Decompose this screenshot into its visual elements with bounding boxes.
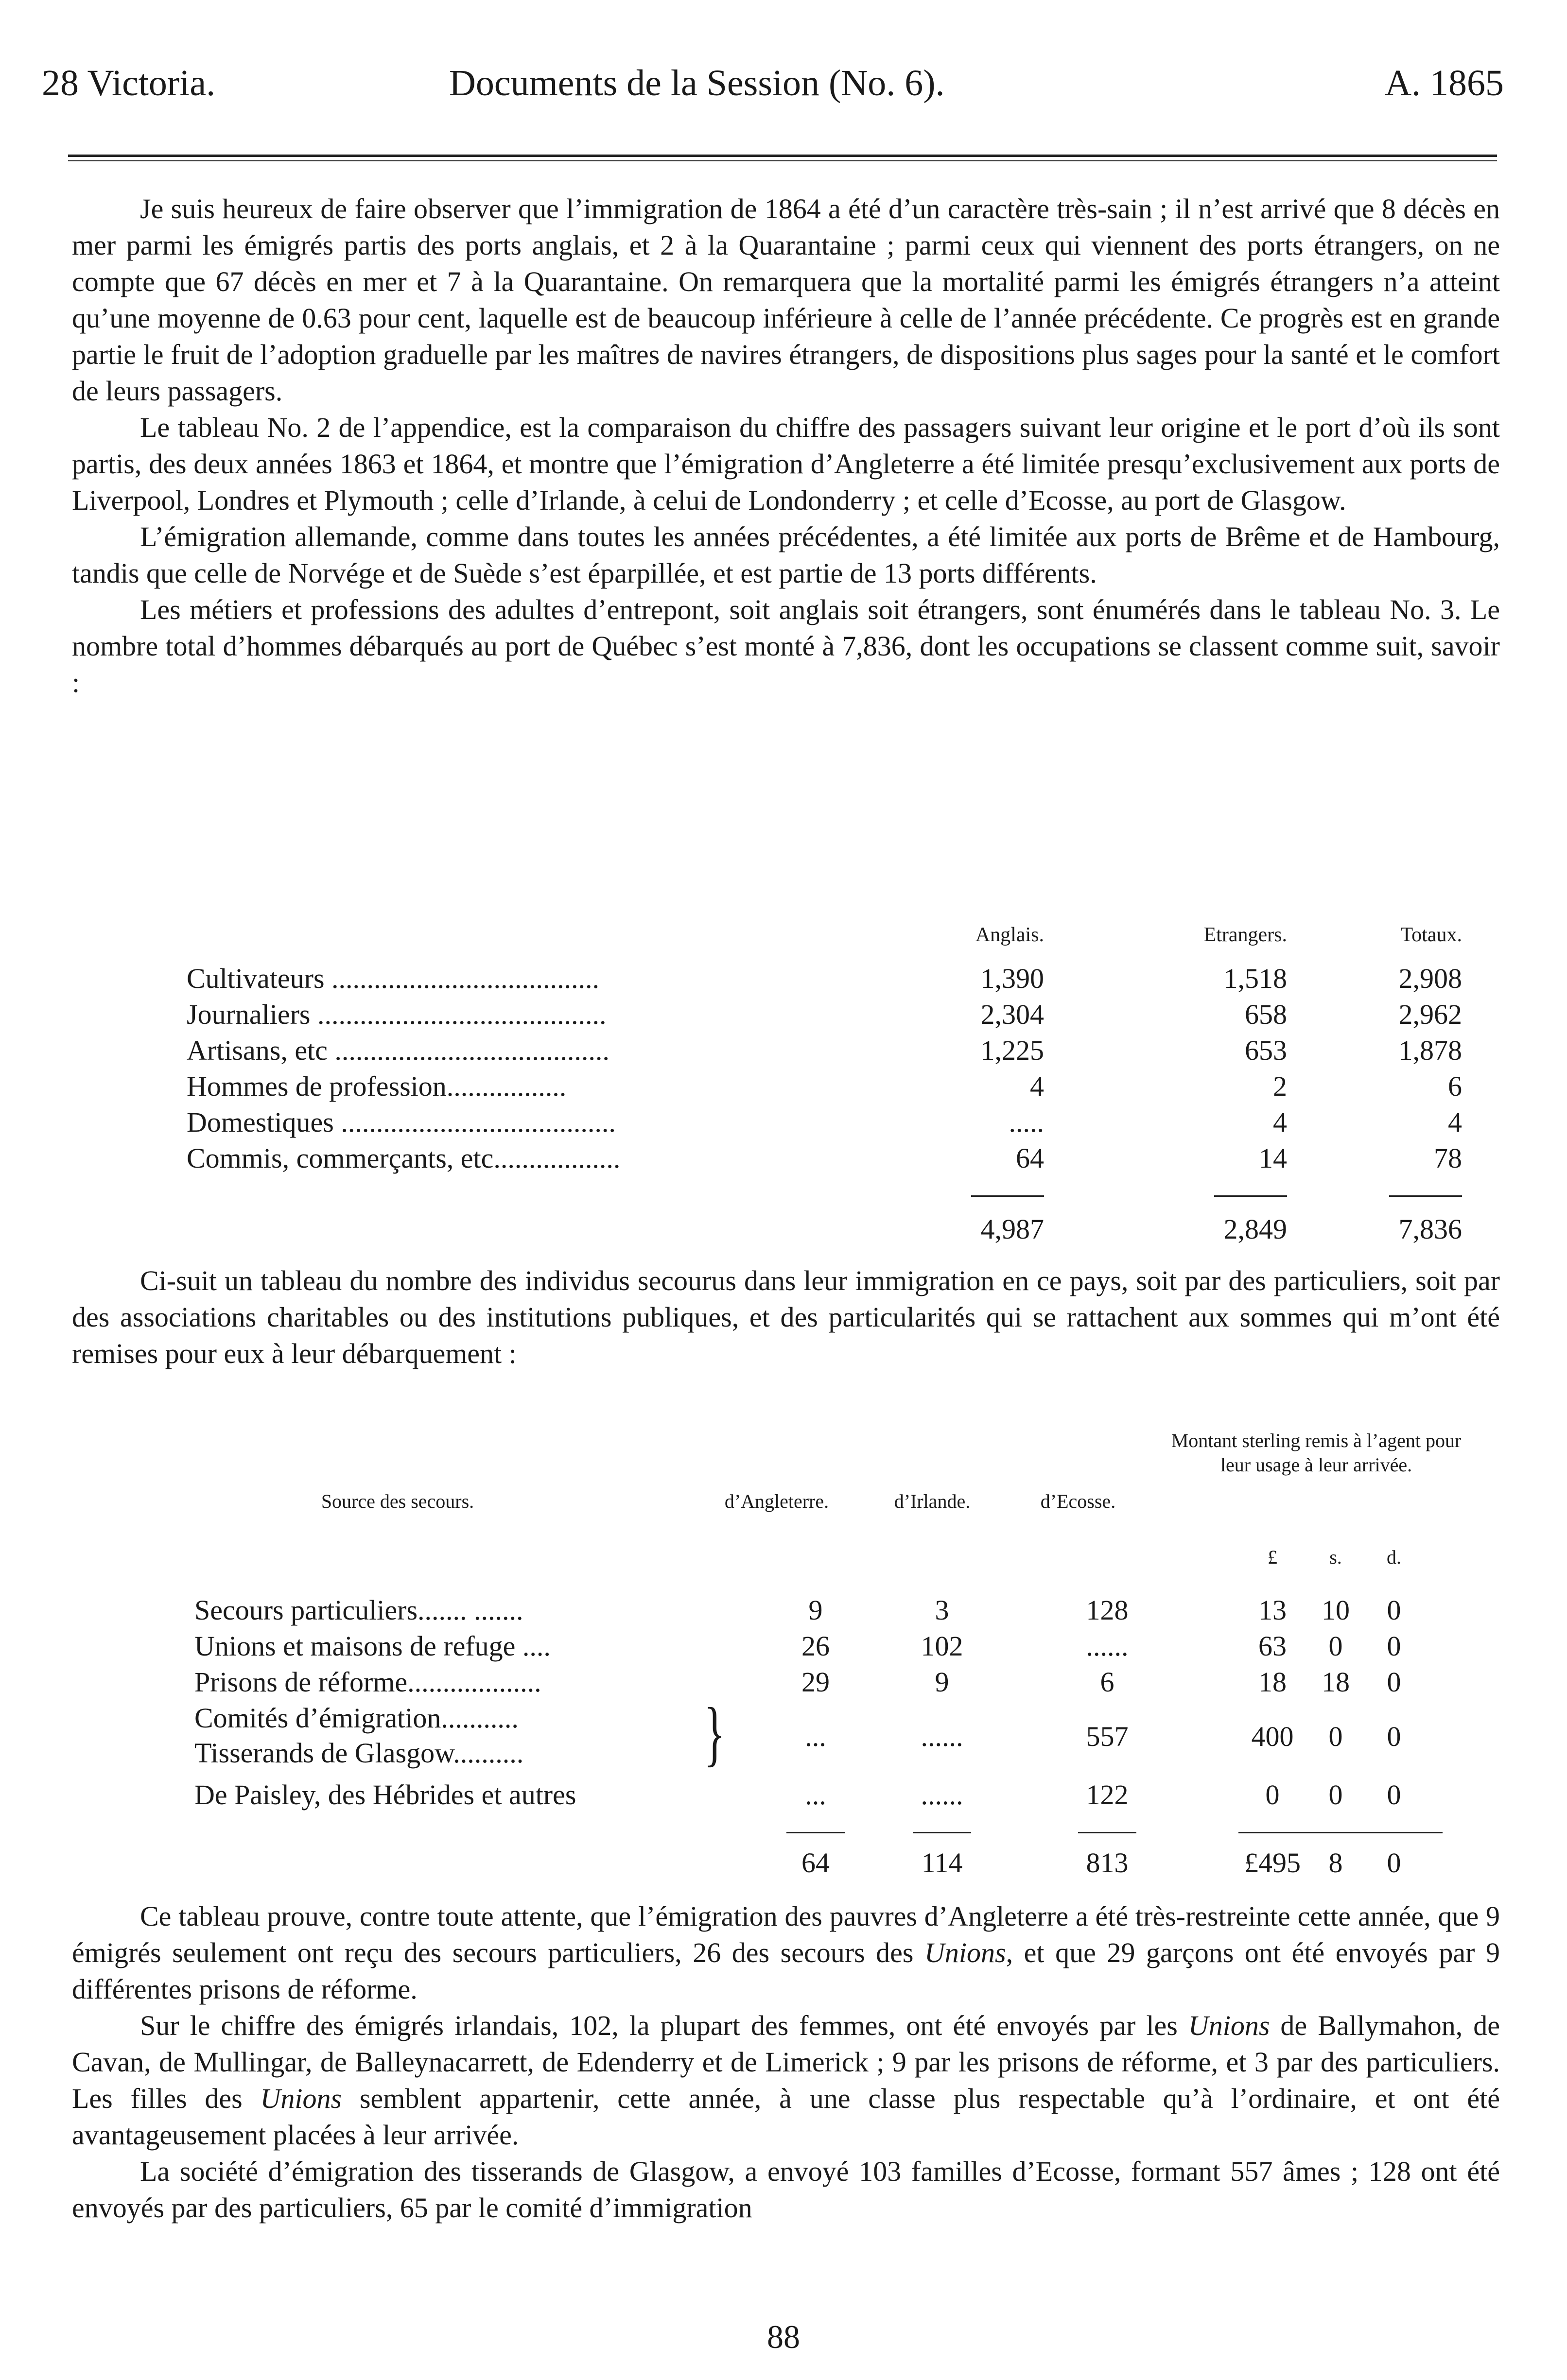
cell-anglais: 64	[1016, 1142, 1044, 1174]
cell-angleterre: ...	[805, 1721, 826, 1752]
row-label: Unions et maisons de refuge ....	[194, 1630, 551, 1662]
running-header	[0, 62, 1567, 116]
cell-etrangers: 14	[1259, 1142, 1287, 1174]
row-label: Secours particuliers....... .......	[194, 1594, 523, 1626]
cell-totaux: 6	[1448, 1070, 1462, 1102]
page-number: 88	[767, 2318, 800, 2355]
table-row	[72, 1106, 1500, 1142]
header-rule	[68, 155, 1497, 157]
cell-pounds: 0	[1265, 1779, 1280, 1811]
row-label: Tisserands de Glasgow..........	[194, 1737, 524, 1769]
column-header-pence: d.	[1387, 1546, 1401, 1568]
paragraph: Sur le chiffre des émigrés irlandais, 102, la plupart des femmes, ont été envoyés par les Unions de Ballymahon, de Cavan, de Mullingar, de Balleynacarrett, de Edenderry et de Limerick ; 9 par les prisons de réforme, et 3 par des particuliers. Les filles des Unions semblent appartenir, cette année, à une classe plus respectable qu’à l’ordinaire, et ont été avantageusement placées à leur arrivée.	[72, 2010, 1500, 2151]
table-row	[72, 1070, 1500, 1106]
cell-irlande: ......	[921, 1779, 963, 1811]
sum-rule	[1214, 1195, 1287, 1197]
cell-irlande: ......	[921, 1721, 963, 1752]
cell-etrangers: 4	[1273, 1106, 1287, 1138]
cell-etrangers: 653	[1245, 1035, 1287, 1066]
paragraph: La société d’émigration des tisserands de Glasgow, a envoyé 103 familles d’Ecosse, formant 557 âmes ; 128 ont été envoyés par des particuliers, 65 par le comité d’immigration	[72, 2156, 1500, 2224]
totals-row	[72, 1213, 1500, 1249]
total-totaux: 7,836	[1398, 1213, 1462, 1245]
table-row	[72, 1666, 1500, 1702]
cell-pence: 0	[1387, 1594, 1401, 1626]
table-row	[72, 1778, 1500, 1814]
table-row	[72, 962, 1500, 998]
cell-shillings: 10	[1322, 1594, 1350, 1626]
cell-irlande: 3	[935, 1594, 949, 1626]
cell-angleterre: 29	[801, 1666, 830, 1698]
paragraph: Je suis heureux de faire observer que l’immigration de 1864 a été d’un caractère très-sain ; il n’est arrivé que 8 décès en mer parmi les émigrés partis des ports anglais, et 2 à la Quarantaine ; parmi ceux qui viennent des ports étrangers, on ne compte que 67 décès en mer et 7 à la Quarantaine. On remarquera que la mortalité parmi les émigrés étrangers n’a atteint qu’une moyenne de 0.63 pour cent, laquelle est de beaucoup inférieure à celle de l’année précédente. Ce progrès est en grande partie le fruit de l’adoption graduelle par les maîtres de navires étrangers, de dispositions plus sages pour la santé et le comfort de leurs passagers.	[72, 193, 1500, 407]
cell-pounds: 400	[1251, 1721, 1294, 1752]
cell-totaux: 4	[1448, 1106, 1462, 1138]
cell-pounds: 13	[1258, 1594, 1287, 1626]
column-header-ecosse: d’Ecosse.	[1040, 1490, 1116, 1512]
cell-totaux: 1,878	[1398, 1035, 1462, 1066]
header-rule-thin	[68, 160, 1497, 161]
cell-totaux: 2,908	[1398, 963, 1462, 994]
total-pounds: £495	[1244, 1847, 1301, 1879]
cell-shillings: 0	[1328, 1779, 1343, 1811]
cell-anglais: 2,304	[980, 999, 1044, 1030]
column-header-irlande: d’Irlande.	[894, 1490, 971, 1512]
cell-ecosse: 6	[1100, 1666, 1114, 1698]
row-label: Commis, commerçants, etc..................	[187, 1142, 621, 1174]
table-header-row	[72, 923, 1500, 959]
total-etrangers: 2,849	[1223, 1213, 1287, 1245]
cell-anglais: 1,390	[980, 963, 1044, 994]
column-header-anglais: Anglais.	[975, 924, 1044, 946]
cell-shillings: 0	[1328, 1721, 1343, 1752]
cell-ecosse: ......	[1086, 1630, 1129, 1662]
table-row	[72, 1034, 1500, 1070]
table-row	[72, 1594, 1500, 1630]
column-header-source: Source des secours.	[321, 1490, 474, 1512]
cell-angleterre: 9	[808, 1594, 823, 1626]
sum-rule	[786, 1832, 845, 1833]
cell-etrangers: 2	[1273, 1070, 1287, 1102]
cell-etrangers: 658	[1245, 999, 1287, 1030]
row-label: Domestiques .......................................	[187, 1106, 616, 1138]
brace-glyph: }	[704, 1693, 725, 1774]
row-label: De Paisley, des Hébrides et autres	[194, 1779, 576, 1811]
sum-rule	[1078, 1832, 1136, 1833]
total-angleterre: 64	[801, 1847, 830, 1879]
cell-pence: 0	[1387, 1630, 1401, 1662]
total-irlande: 114	[921, 1847, 963, 1879]
cell-pounds: 63	[1258, 1630, 1287, 1662]
sum-rule	[1389, 1195, 1462, 1197]
sum-rule	[1238, 1832, 1443, 1833]
table-row	[72, 1142, 1500, 1178]
cell-anglais: 1,225	[980, 1035, 1044, 1066]
table-row-committee-values	[72, 1720, 1500, 1756]
cell-angleterre: 26	[801, 1630, 830, 1662]
cell-pence: 0	[1387, 1779, 1401, 1811]
sum-rule	[913, 1832, 971, 1833]
total-shillings: 8	[1328, 1847, 1343, 1879]
column-header-angleterre: d’Angleterre.	[724, 1490, 829, 1512]
table-row	[72, 998, 1500, 1034]
relief-intro-text	[72, 1262, 1500, 1372]
table-row	[72, 1630, 1500, 1666]
total-pence: 0	[1387, 1847, 1401, 1879]
row-label: Comités d’émigration...........	[194, 1702, 519, 1734]
totals-row	[72, 1846, 1500, 1882]
paragraph: Les métiers et professions des adultes d’entrepont, soit anglais soit étrangers, sont énumérés dans le tableau No. 3. Le nombre total d’hommes débarqués au port de Québec s’est monté à 7,836, dont les occupations se classent comme suit, savoir :	[72, 594, 1500, 698]
intro-text	[72, 190, 1500, 701]
header-volume: 28 Victoria.	[42, 63, 216, 103]
row-label: Hommes de profession.................	[187, 1070, 567, 1102]
column-header-etrangers: Etrangers.	[1203, 924, 1287, 946]
cell-etrangers: 1,518	[1223, 963, 1287, 994]
column-header-pounds: £	[1268, 1546, 1277, 1568]
cell-ecosse: 128	[1086, 1594, 1129, 1626]
cell-shillings: 0	[1328, 1630, 1343, 1662]
total-ecosse: 813	[1086, 1847, 1129, 1879]
cell-angleterre: ...	[805, 1779, 826, 1811]
cell-pence: 0	[1387, 1666, 1401, 1698]
cell-anglais: 4	[1030, 1070, 1044, 1102]
closing-text	[72, 1898, 1500, 2226]
cell-totaux: 78	[1434, 1142, 1462, 1174]
cell-totaux: 2,962	[1398, 999, 1462, 1030]
paragraph: Ce tableau prouve, contre toute attente, que l’émigration des pauvres d’Angleterre a été très-restreinte cette année, que 9 émigrés seulement ont reçu des secours particuliers, 26 des secours des Unions, et que 29 garçons ont été envoyés par 9 différentes prisons de réforme.	[72, 1900, 1500, 2005]
paragraph: Ci-suit un tableau du nombre des individus secourus dans leur immigration en ce pays, soit par des particuliers, soit par des associations charitables ou des institutions publiques, et des particularités qui se rattachent aux sommes qui m’ont été remises pour eux à leur débarquement :	[72, 1265, 1500, 1369]
row-label: Journaliers .........................................	[187, 999, 607, 1030]
sum-rule	[971, 1195, 1044, 1197]
column-header-totaux: Totaux.	[1400, 924, 1462, 946]
column-header-shillings: s.	[1329, 1546, 1342, 1568]
total-anglais: 4,987	[980, 1213, 1044, 1245]
paragraph: Le tableau No. 2 de l’appendice, est la comparaison du chiffre des passagers suivant leur origine et le port d’où ils sont partis, des deux années 1863 et 1864, et montre que l’émigration d’Angleterre a été limitée presqu’exclusivement aux ports de Liverpool, Londres et Plymouth ; celle d’Irlande, à celui de Londonderry ; et celle d’Ecosse, au port de Glasgow.	[72, 412, 1500, 516]
row-label: Prisons de réforme...................	[194, 1666, 541, 1698]
cell-anglais: .....	[1009, 1106, 1044, 1138]
row-label: Cultivateurs ......................................	[187, 963, 600, 994]
column-header-montant: Montant sterling remis à l’agent pour leur usage à leur arrivée.	[1171, 1430, 1462, 1476]
cell-irlande: 9	[935, 1666, 949, 1698]
cell-ecosse: 122	[1086, 1779, 1129, 1811]
header-title: Documents de la Session (No. 6).	[449, 63, 945, 103]
cell-pounds: 18	[1258, 1666, 1287, 1698]
header-year: A. 1865	[1385, 63, 1504, 103]
paragraph: L’émigration allemande, comme dans toutes les années précédentes, a été limitée aux ports de Brême et de Hambourg, tandis que celle de Norvége et de Suède s’est éparpillée, et est partie de 13 ports différents.	[72, 521, 1500, 589]
cell-shillings: 18	[1322, 1666, 1350, 1698]
cell-ecosse: 557	[1086, 1721, 1129, 1752]
cell-pence: 0	[1387, 1721, 1401, 1752]
row-label: Artisans, etc .......................................	[187, 1035, 609, 1066]
cell-irlande: 102	[921, 1630, 963, 1662]
